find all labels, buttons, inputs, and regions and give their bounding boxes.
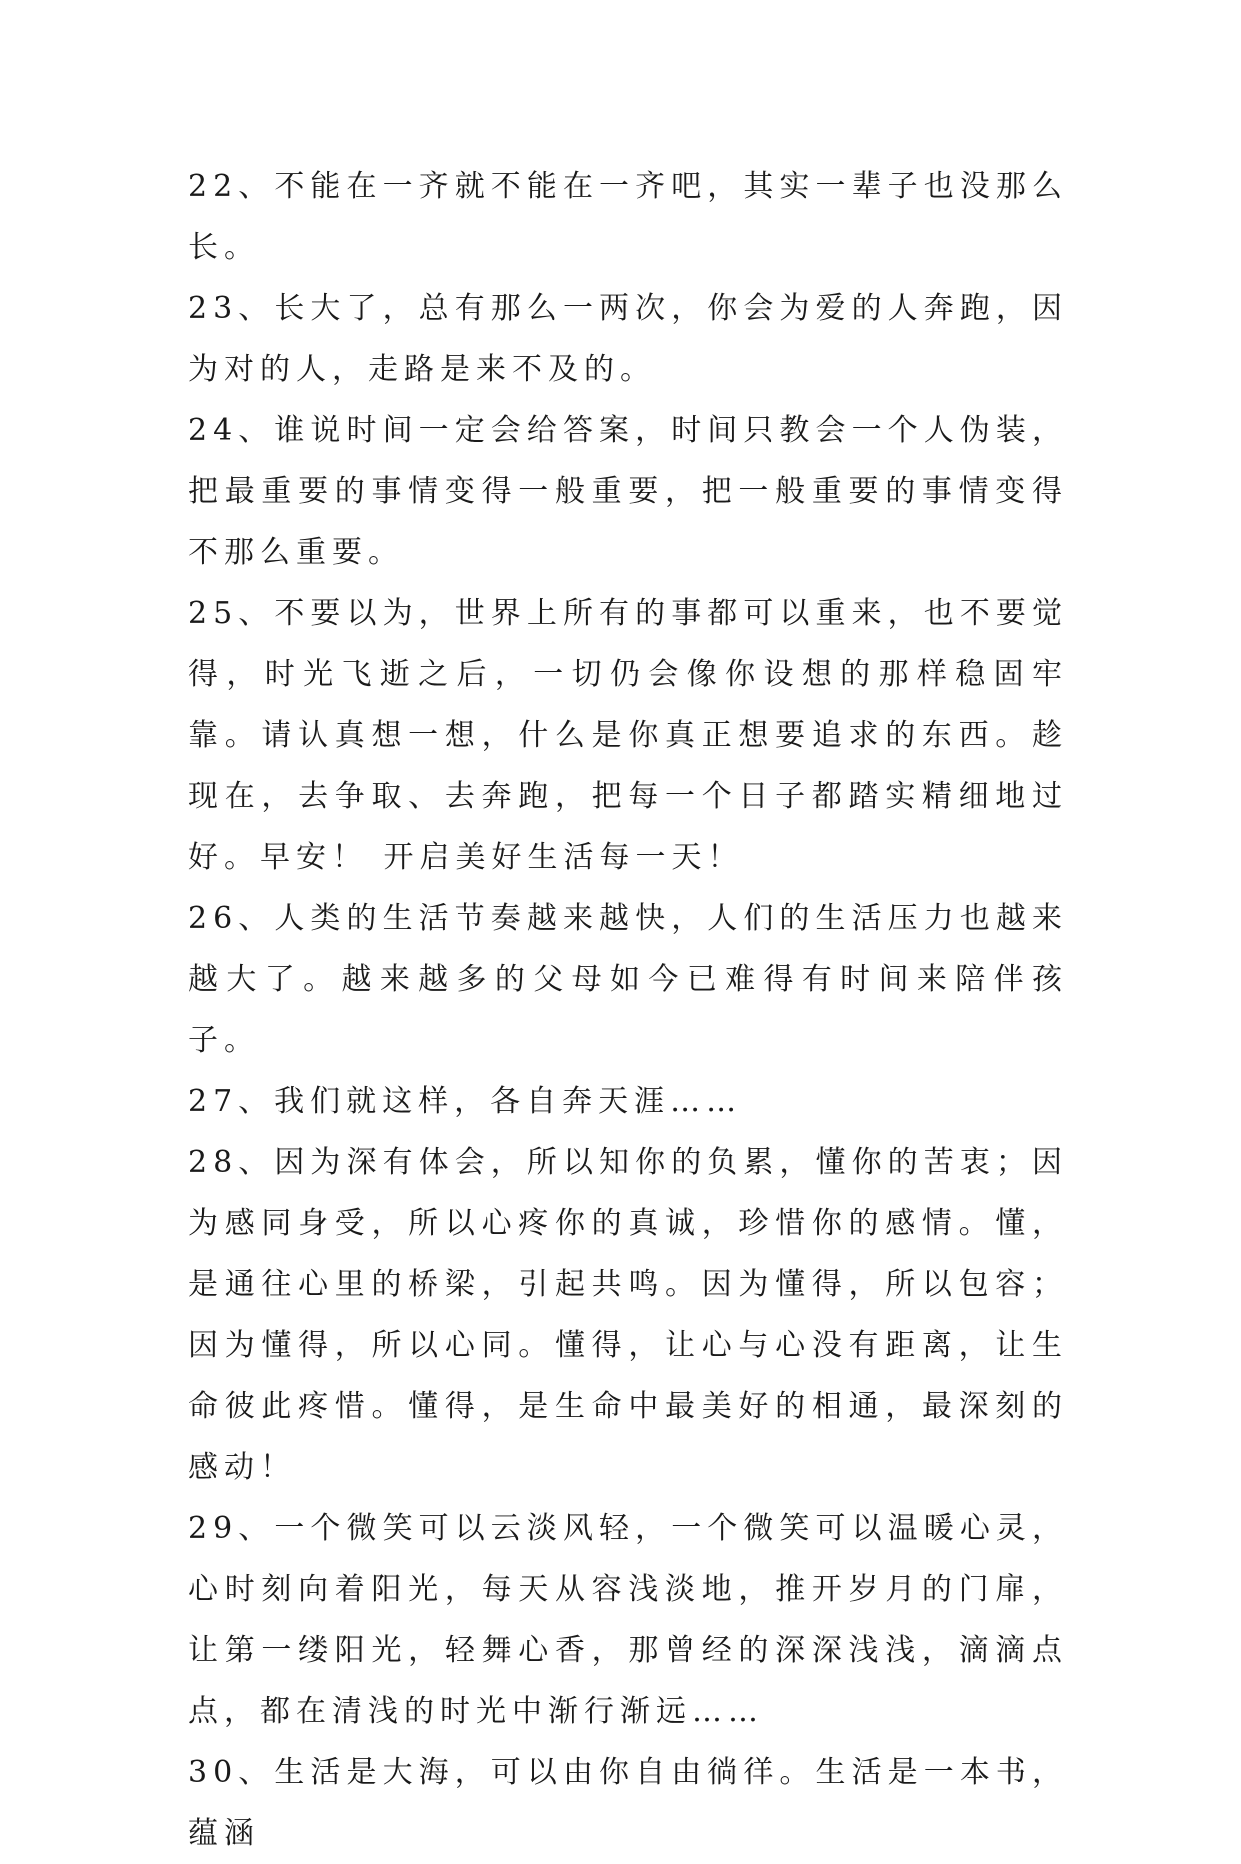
paragraph-28: 28、因为深有体会，所以知你的负累，懂你的苦衷；因为感同身受，所以心疼你的真诚，珍惜你的感情。懂，是通往心里的桥梁，引起共鸣。因为懂得，所以包容；因为懂得，所以心同。懂得，让心与心没有距离，让生命彼此疼惜。懂得，是生命中最美好的相通，最深刻的感动！: [188, 1145, 1068, 1485]
paragraph-22: 22、不能在一齐就不能在一齐吧，其实一辈子也没那么长。: [188, 169, 1068, 265]
paragraph-26: 26、人类的生活节奏越来越快，人们的生活压力也越来越大了。越来越多的父母如今已难得有时间来陪伴孩子。: [188, 901, 1068, 1058]
document-body: [188, 156, 1068, 1864]
paragraph-27: 27、我们就这样，各自奔天涯……: [188, 1084, 743, 1119]
paragraph-29: 29、一个微笑可以云淡风轻，一个微笑可以温暖心灵，心时刻向着阳光，每天从容浅淡地，推开岁月的门扉，让第一缕阳光，轻舞心香，那曾经的深深浅浅，滴滴点点，都在清浅的时光中渐行渐远……: [188, 1511, 1068, 1729]
paragraph-23: 23、长大了，总有那么一两次，你会为爱的人奔跑，因为对的人，走路是来不及的。: [188, 291, 1068, 387]
paragraph-25: 25、不要以为，世界上所有的事都可以重来，也不要觉得，时光飞逝之后，一切仍会像你设想的那样稳固牢靠。请认真想一想，什么是你真正想要追求的东西。趁现在，去争取、去奔跑，把每一个日子都踏实精细地过好。早安！ 开启美好生活每一天！: [188, 596, 1068, 875]
paragraph-24: 24、谁说时间一定会给答案，时间只教会一个人伪装，把最重要的事情变得一般重要，把一般重要的事情变得不那么重要。: [188, 413, 1068, 570]
paragraph-30: 30、生活是大海，可以由你自由徜徉。生活是一本书，蕴涵: [188, 1755, 1068, 1851]
